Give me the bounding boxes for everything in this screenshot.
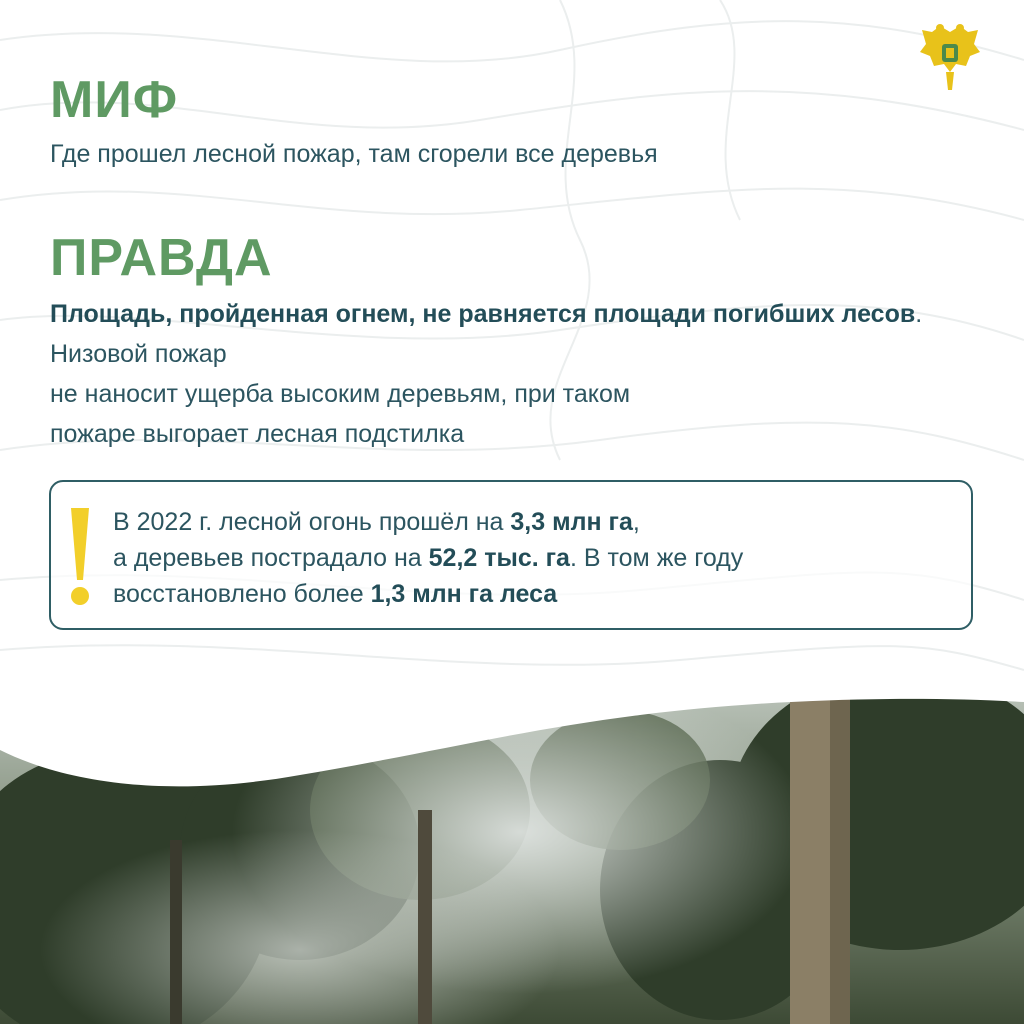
truth-text-line3: пожаре выгорает лесная подстилка xyxy=(50,420,465,448)
coat-of-arms-emblem-icon xyxy=(918,22,982,94)
fact-text-part2: , xyxy=(632,508,640,536)
fact-value-damaged-trees: 52,2 тыс. га xyxy=(428,544,570,572)
truth-text-line2: не наносит ущерба высоким деревьям, при таком xyxy=(50,380,631,408)
fact-text-part4: . В том же году xyxy=(569,544,744,572)
fact-box xyxy=(49,480,973,630)
fact-text-part1: В 2022 г. лесной огонь прошёл на xyxy=(113,508,511,536)
myth-text: Где прошел лесной пожар, там сгорели все деревья xyxy=(50,140,658,168)
fact-text xyxy=(113,504,953,612)
truth-text xyxy=(50,294,950,454)
truth-text-rest: . Низовой пожар xyxy=(50,300,923,368)
myth-heading: МИФ xyxy=(50,71,179,129)
fact-text-part3: а деревьев пострадало на xyxy=(113,544,429,572)
fact-value-restored-forest: 1,3 млн га леса xyxy=(370,580,558,608)
fact-text-part5: восстановлено более xyxy=(113,580,371,608)
fact-value-burned-area: 3,3 млн га xyxy=(510,508,633,536)
smoky-forest-photo xyxy=(0,690,1024,1024)
exclamation-icon xyxy=(67,504,93,608)
truth-text-bold: Площадь, пройденная огнем, не равняется площади погибших лесов xyxy=(50,300,916,328)
truth-heading: ПРАВДА xyxy=(50,229,273,287)
